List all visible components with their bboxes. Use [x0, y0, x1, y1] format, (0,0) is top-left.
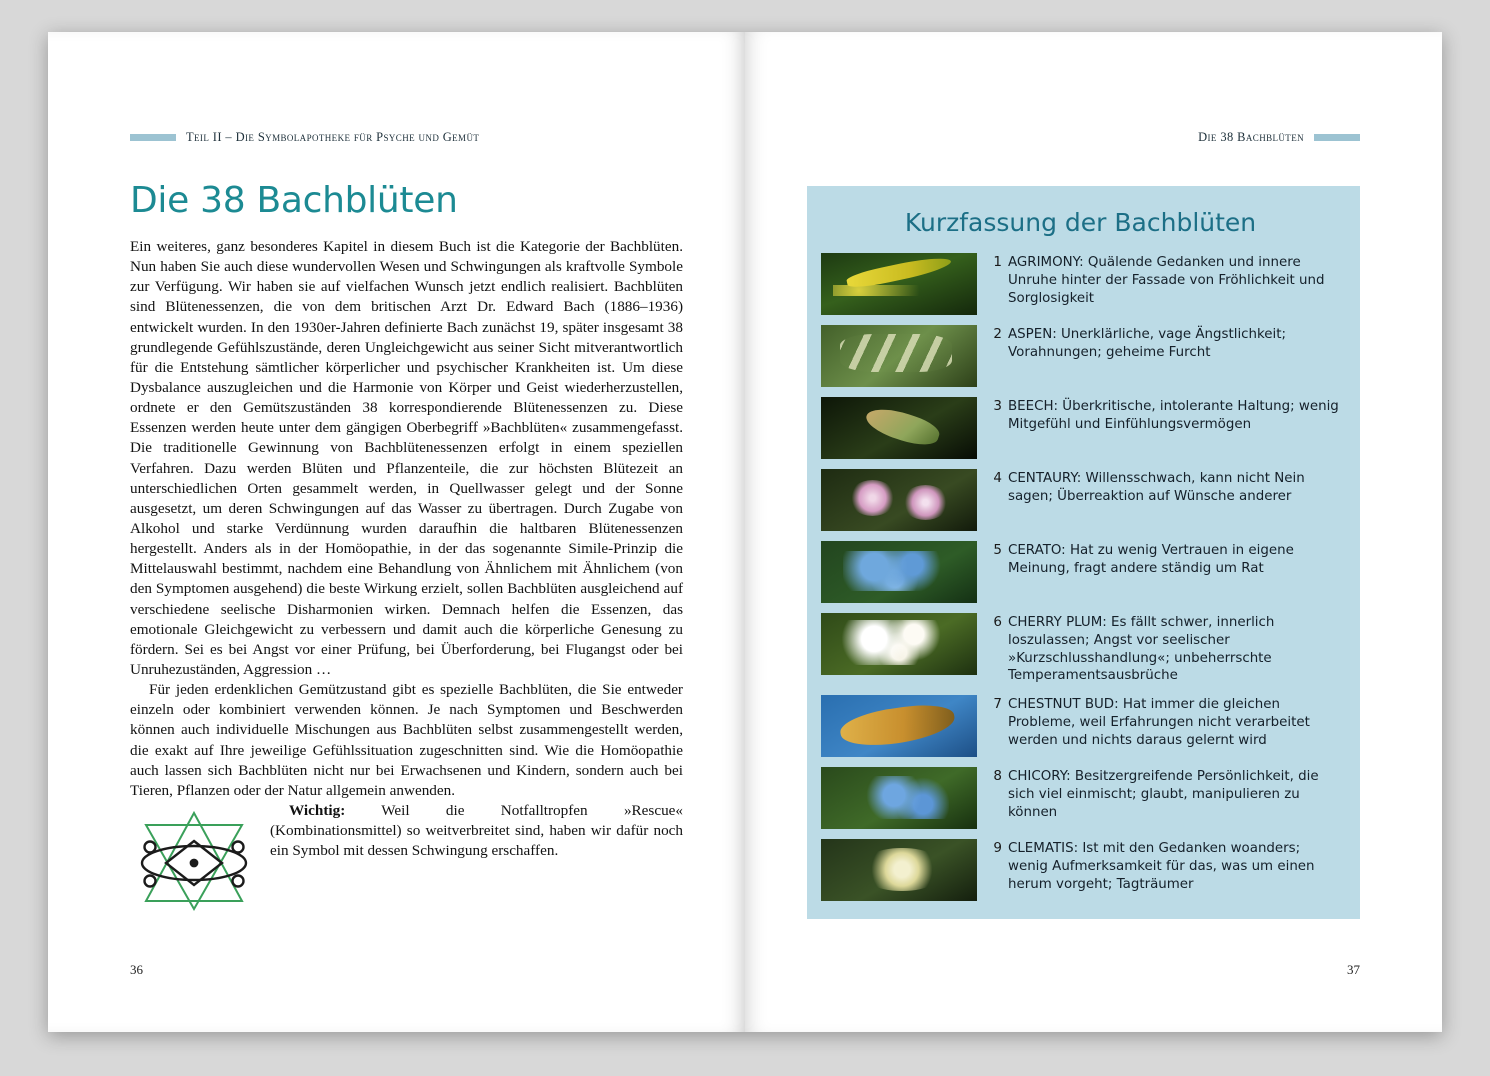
summary-panel — [807, 186, 1360, 919]
running-head-rule — [1314, 134, 1360, 141]
paragraph-3 — [130, 801, 683, 861]
cherry-plum-photo — [821, 613, 977, 675]
list-item — [821, 767, 1340, 829]
folio-left: 36 — [130, 962, 143, 977]
list-item-text: ASPEN: Unerklärliche, vage Ängstlichkeit; Vorahnungen; geheime Furcht — [1008, 327, 1287, 360]
list-item-number: 2 — [993, 326, 1002, 342]
running-head-right-text: Die 38 Bachblüten — [1198, 129, 1304, 144]
list-item — [821, 469, 1340, 531]
aspen-photo — [821, 325, 977, 387]
important-text: Weil die Notfalltropfen »Rescue« (Kombinationsmittel) so weitverbreitet sind, haben wir dafür noch ein Symbol mit dessen Schwingung erschaffen. — [270, 801, 683, 860]
list-item — [821, 695, 1340, 757]
left-page — [48, 32, 745, 1032]
running-head-left-text: Teil II – Die Symbolapotheke für Psyche und Gemüt — [186, 129, 480, 144]
list-item-text: AGRIMONY: Quälende Gedanken und innere Unruhe hinter der Fassade von Fröhlichkeit und Sorglosigkeit — [1008, 255, 1325, 306]
chicory-photo — [821, 767, 977, 829]
list-item-number: 5 — [993, 542, 1002, 558]
list-item-number: 8 — [993, 768, 1002, 785]
list-item-text: CLEMATIS: Ist mit den Gedanken woanders; wenig Aufmerksamkeit für das, was um einen herum vorgeht; Tagträumer — [1008, 841, 1315, 892]
list-item — [821, 613, 1340, 685]
paragraph-1: Ein weiteres, ganz besonderes Kapitel in diesem Buch ist die Kategorie der Bachblüten. Nun haben Sie auch diese wundervollen Wesen und Schwingungen als kraftvolle Symbole zur Verfügung. Wir haben sie auf vielfachen Wunsch jetzt endlich realisiert. Bachblüten sind Blütenessenzen, die von dem britischen Arzt Dr. Edward Bach (1886–1936) entwickelt wurden. In den 1930er-Jahren definierte Bach zunächst 19, später insgesamt 38 grundlegende Gefühlszustände, deren Ungleichgewicht aus seiner Sicht mitverantwortlich für die Entstehung sämtlicher körperlicher und psychischer Krankheiten ist. Um diese Dysbalance auszugleichen und die Harmonie von Körper und Geist wiederherzustellen, ordnete er den Gemütszuständen 38 korrespondierende Blütenessenzen zu. Diese Essenzen werden heute unter dem gängigen Oberbegriff »Bachblüten« zusammengefasst. Die traditionelle Gewinnung von Bachblütenessenzen erfolgt in einem speziellen Verfahren. Dazu werden Blüten und Pflanzenteile, die zur höchsten Blütezeit an unterschiedlichen Orten gesammelt werden, in Quellwasser gelegt und der Sonne ausgesetzt, um deren Schwingungen auf das Wasser zu übertragen. Durch Zugabe von Alkohol und starke Verdünnung wurden daraufhin die haltbaren Blütenessenzen hergestellt. Anders als in der Homöopathie, in der das sogenannte Simile-Prinzip die Mittelauswahl bestimmt, nachdem eine Behandlung von Ähnlichem mit Ähnlichem (von den Symptomen ausgehend) die beste Wirkung erzielt, sollen Bachblüten ausgleichend auf verschiedene seelische Disharmonien wirken. Demnach helfen die Essenzen, das emotionale Gleichgewicht zu verbessern und damit auch die körperliche Genesung zu fördern. Sei es bei Angst vor einer Prüfung, bei Überforderung, bei Flugangst oder bei Unruhezuständen, Aggression … — [130, 238, 683, 678]
list-item-text: CHESTNUT BUD: Hat immer die gleichen Probleme, weil Erfahrungen nicht verarbeitet werden und nichts daraus gelernt wird — [1008, 697, 1310, 748]
list-item — [821, 325, 1340, 387]
list-item-number: 7 — [993, 696, 1002, 713]
list-item-number: 6 — [993, 614, 1002, 630]
list-item — [821, 253, 1340, 315]
panel-title: Kurzfassung der Bachblüten — [904, 208, 1257, 237]
running-head-right — [807, 128, 1360, 146]
body-text — [130, 237, 683, 861]
agrimony-photo — [821, 253, 977, 315]
important-label: Wichtig: — [289, 801, 346, 819]
list-item-number: 1 — [993, 254, 1002, 270]
clematis-photo — [821, 839, 977, 901]
cerato-photo — [821, 541, 977, 603]
list-item-text: CHERRY PLUM: Es fällt schwer, innerlich loszulassen; Angst vor seelischer »Kurzschlusshandlung«; unbeherrschte Temperamentsausbrüche — [1008, 615, 1275, 684]
list-item-text: CENTAURY: Willensschwach, kann nicht Nein sagen; Überreaktion auf Wünsche anderer — [1008, 471, 1305, 504]
running-head-rule — [130, 134, 176, 141]
list-item — [821, 839, 1340, 901]
book-spread — [48, 32, 1442, 1032]
list-item — [821, 397, 1340, 459]
paragraph-2: Für jeden erdenklichen Gemützustand gibt es spezielle Bachblüten, die Sie entweder einzeln oder kombiniert verwenden können. Je nach Symptomen und Beschwerden können auch individuelle Mischungen aus Bachblüten selbst zusammengestellt werden, die exakt auf Ihre jeweilige Gefühlssituation zugeschnitten sind. Wie die Homöopathie auch lassen sich Bachblüten nicht nur bei Erwachsenen und Kindern, sondern auch bei Tieren, Pflanzen oder der Natur allgemein anwenden. — [130, 681, 683, 799]
running-head-left — [130, 128, 683, 146]
chestnut-bud-photo — [821, 695, 977, 757]
list-item-number: 9 — [993, 840, 1002, 857]
page-title: Die 38 Bachblüten — [130, 180, 458, 221]
beech-photo — [821, 397, 977, 459]
right-page — [745, 32, 1442, 1032]
list-item-number: 3 — [993, 398, 1002, 414]
list-item-text: CERATO: Hat zu wenig Vertrauen in eigene Meinung, fragt andere ständig um Rat — [1008, 543, 1294, 576]
list-item — [821, 541, 1340, 603]
centaury-photo — [821, 469, 977, 531]
list-item-text: BEECH: Überkritische, intolerante Haltung; wenig Mitgefühl und Einfühlungsvermögen — [1008, 399, 1339, 432]
list-item-number: 4 — [993, 470, 1002, 486]
folio-right: 37 — [1347, 962, 1360, 977]
list-item-text: CHICORY: Besitzergreifende Persönlichkeit, die sich viel einmischt; glaubt, manipulieren zu können — [1008, 769, 1319, 820]
